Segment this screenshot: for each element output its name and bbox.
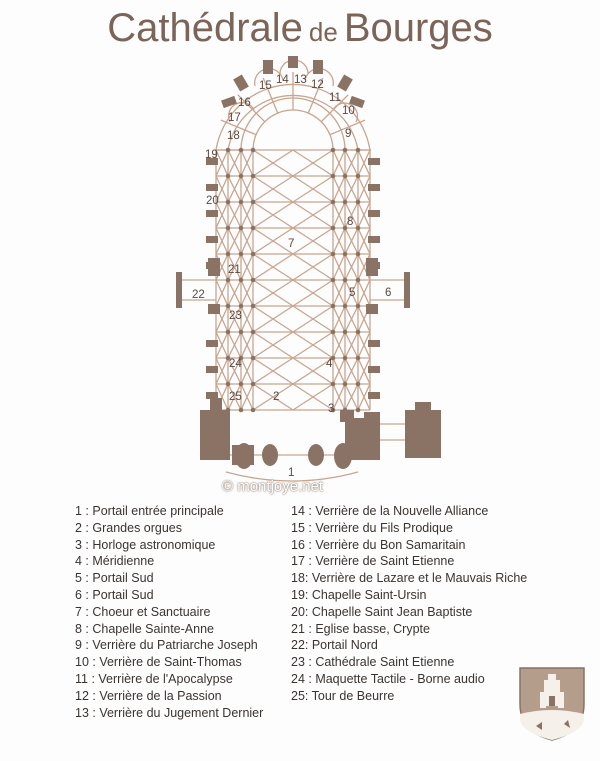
title-cathedrale: Cathédrale [107,6,303,50]
legend-item: 2 : Grandes orgues [75,520,183,535]
plan-label-15: 15 [259,80,272,92]
plan-label-24: 24 [229,358,242,370]
pier [239,330,244,335]
pier [239,408,244,413]
pier [331,174,336,179]
plan-label-14: 14 [276,74,289,86]
buttress [206,340,218,347]
plan-label-1: 1 [288,467,295,479]
pier [226,278,231,283]
legend-item: 5 : Portail Sud [75,571,154,586]
plan-label-9: 9 [345,128,352,140]
pier [356,304,361,309]
pier [226,304,231,309]
buttress [206,184,218,191]
pier [239,148,244,153]
pier [239,174,244,179]
legend-left [75,503,263,721]
pier [251,330,256,335]
pier [239,252,244,257]
pier [251,382,256,387]
plan-label-8: 8 [347,216,354,228]
pier [251,408,256,413]
pier [356,200,361,205]
legend-item: 6 : Portail Sud [75,587,154,602]
pier [226,174,231,179]
legend-item: 7 : Choeur et Sanctuaire [75,604,211,619]
pier [226,252,231,257]
plan-label-21: 21 [228,264,241,276]
plan-label-11: 11 [329,92,341,104]
pier [331,330,336,335]
plan-label-23: 23 [229,310,242,322]
legend-item: 9 : Verrière du Patriarche Joseph [75,638,258,653]
plan-label-7: 7 [288,238,295,250]
legend-item: 20: Chapelle Saint Jean Baptiste [291,604,473,619]
buttress [206,366,218,373]
pier [251,356,256,361]
buttress [368,366,380,373]
pier [343,408,348,413]
pier [251,226,256,231]
legend-item: 17 : Verrière de Saint Etienne [291,554,455,569]
plan-label-13: 13 [294,74,307,86]
page-title [0,6,600,51]
pier [251,148,256,153]
plan-label-22: 22 [192,289,205,301]
legend-item: 13 : Verrière du Jugement Dernier [75,705,264,720]
legend-item: 23 : Cathédrale Saint Etienne [291,655,455,670]
legend-item: 1 : Portail entrée principale [75,504,224,518]
legend-right [291,503,527,705]
legend-item: 14 : Verrière de la Nouvelle Alliance [291,504,489,518]
pier [226,148,231,153]
pier [226,330,231,335]
plan-label-20: 20 [206,195,219,207]
pier [226,200,231,205]
pier [331,148,336,153]
pier [356,330,361,335]
pier [239,382,244,387]
legend-item: 21 : Eglise basse, Crypte [291,621,430,636]
pier [343,252,348,257]
pier [356,382,361,387]
legend-item: 15 : Verrière du Fils Prodique [291,520,453,535]
buttress [368,236,380,243]
plan-label-6: 6 [385,287,392,299]
pier [251,200,256,205]
pier [356,148,361,153]
pier [331,278,336,283]
buttress [206,210,218,217]
buttress [206,392,218,399]
pier [343,356,348,361]
pier [343,330,348,335]
buttress [368,184,380,191]
plan-label-10: 10 [342,105,355,117]
title-de: de [308,17,338,47]
legend-item: 11 : Verrière de l'Apocalypse [75,671,233,686]
buttress [368,158,380,165]
pier [331,304,336,309]
plan-label-18: 18 [227,130,240,142]
plan-label-25: 25 [229,391,242,403]
pier [343,304,348,309]
pier [356,226,361,231]
pier [226,382,231,387]
plan-label-3: 3 [328,403,335,415]
pier [356,408,361,413]
pier [239,304,244,309]
pier [331,226,336,231]
plan-walls [176,56,441,469]
legend-item: 19: Chapelle Saint-Ursin [291,587,427,602]
pier [251,304,256,309]
title-bourges: Bourges [343,6,493,50]
pier [343,382,348,387]
plan-label-5: 5 [349,287,356,299]
legend-item: 18: Verrière de Lazare et le Mauvais Riche [291,571,528,586]
pier [226,408,231,413]
buttress [368,392,380,399]
legend-item: 4 : Méridienne [75,554,155,569]
legend-item: 12 : Verrière de la Passion [75,688,222,703]
plan-label-19: 19 [205,149,218,161]
pier [251,174,256,179]
legend-item: 10 : Verrière de Saint-Thomas [75,655,242,670]
legend-item: 25: Tour de Beurre [291,688,395,703]
legend-item: 22: Portail Nord [291,638,378,653]
pier [331,252,336,257]
pier [251,278,256,283]
pier [356,278,361,283]
pier [356,356,361,361]
pier [226,226,231,231]
bourges-coat-of-arms-icon [518,666,586,742]
buttress [368,340,380,347]
legend-item: 8 : Chapelle Sainte-Anne [75,621,214,636]
plan-label-4: 4 [326,358,333,370]
pier [331,382,336,387]
watermark: © montjoye.net [222,478,324,495]
pier [331,200,336,205]
pier [343,278,348,283]
pier [343,148,348,153]
plan-label-12: 12 [311,79,324,91]
pier [251,252,256,257]
pier [356,252,361,257]
legend-item: 24 : Maquette Tactile - Borne audio [291,671,485,686]
buttress [206,236,218,243]
plan-label-17: 17 [228,112,241,124]
pier [356,174,361,179]
legend-item: 16 : Verrière du Bon Samaritain [291,537,466,552]
pier [343,174,348,179]
plan-label-16: 16 [238,97,251,109]
pier [239,226,244,231]
buttress [368,210,380,217]
plan-label-2: 2 [273,391,280,403]
cathedral-floor-plan [0,50,600,500]
pier [343,200,348,205]
pier [239,278,244,283]
legend-item: 3 : Horloge astronomique [75,537,216,552]
pier [239,200,244,205]
